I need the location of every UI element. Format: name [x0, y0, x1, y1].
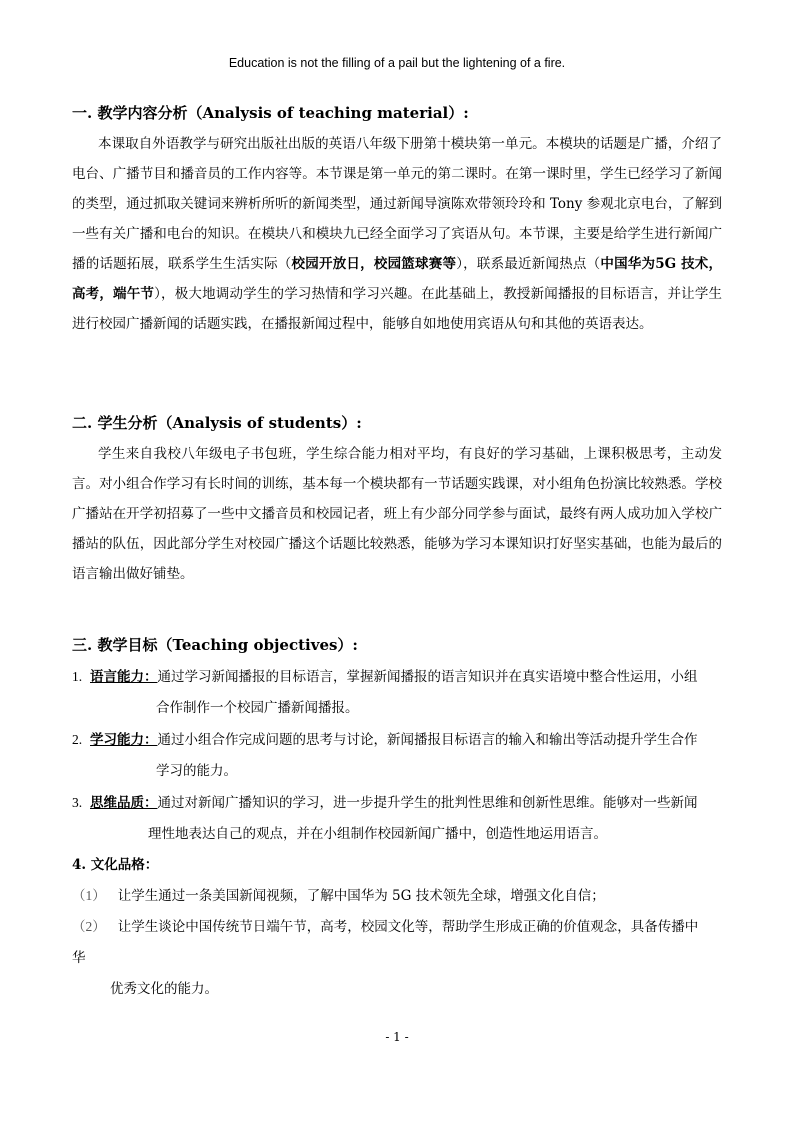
objective-item-3: [72, 791, 698, 811]
sub-item-number: （2）: [72, 919, 106, 934]
section-1-text-c: ），极大地调动学生的学习热情和学习兴趣。在此基础上，教授新闻播报的目标语言，并让学生进行校园广播新闻的话题实践，在播报新闻过程中，能够自如地使用宾语从句和其他的英语表达。: [72, 286, 723, 332]
objective-label: 学习能力：: [90, 732, 158, 748]
section-2-title: 二. 学生分析（Analysis of students）:: [72, 414, 362, 432]
sub-item-text: 让学生谈论中国传统节日端午节，高考，校园文化等，帮助学生形成正确的价值观念，具备传播中: [117, 919, 699, 935]
section-1-bold-b: 中国华为5G 技术，高考，端午节: [72, 256, 723, 302]
sub-item-number: （1）: [72, 888, 106, 903]
objective-text: 通过小组合作完成问题的思考与讨论，新闻播报目标语言的输入和输出等活动提升学生合作: [157, 732, 698, 748]
section-1-paragraph: [72, 129, 722, 339]
objective-item-2: [72, 728, 698, 748]
culture-sub-item-2-wrap: 华: [72, 950, 86, 966]
objective-item-1: [72, 665, 698, 685]
objective-number: 1.: [72, 669, 83, 684]
culture-sub-item-2-continuation: 优秀文化的能力。: [110, 981, 218, 997]
culture-sub-item-1: [72, 884, 605, 904]
section-2-paragraph: 学生来自我校八年级电子书包班，学生综合能力相对平均，有良好的学习基础，上课积极思考，主动发言。对小组合作学习有长时间的训练，基本每一个模块都有一节话题实践课，对小组角色扮演比较熟悉。学校广播站在开学初招募了一些中文播音员和校园记者，班上有少部分同学参与面试，最终有两人成功加入学校广播站的队伍，因此部分学生对校园广播这个话题比较熟悉，能够为学习本课知识打好坚实基础，也能为最后的语言输出做好铺垫。: [72, 446, 722, 582]
objective-text: 通过对新闻广播知识的学习，进一步提升学生的批判性思维和创新性思维。能够对一些新闻: [157, 795, 698, 811]
section-1-text-a: 本课取自外语教学与研究出版社出版的英语八年级下册第十模块第一单元。本模块的话题是广播，介绍了电台、广播节目和播音员的工作内容等。本节课是第一单元的第二课时。在第一课时里，学生已经学习了新闻的类型，通过抓取关键词来辨析所听的新闻类型，通过新闻导演陈欢带领玲玲和 Tony 参观北京电台，了解到一些有关广播和电台的知识。在模块八和模块九已经全面学习了宾语从句。本节课，主要是给学生进行新闻广播的话题拓展，联系学生生活实际（: [72, 136, 722, 272]
sub-item-text: 让学生通过一条美国新闻视频，了解中国华为 5G 技术领先全球，增强文化自信；: [117, 888, 605, 904]
objective-item-3-continuation: 理性地表达自己的观点，并在小组制作校园新闻广播中，创造性地运用语言。: [148, 826, 607, 842]
objective-number: 2.: [72, 732, 83, 747]
objective-item-2-continuation: 学习的能力。: [156, 763, 237, 779]
objective-text: 通过学习新闻播报的目标语言，掌握新闻播报的语言知识并在真实语境中整合性运用，小组: [157, 669, 698, 685]
section-1-bold-a: 校园开放日，校园篮球赛等: [291, 256, 457, 272]
objective-label: 思维品质：: [90, 795, 158, 811]
section-1-title: 一. 教学内容分析（Analysis of teaching material）:: [72, 104, 469, 122]
section-3-title: 三. 教学目标（Teaching objectives）:: [72, 636, 358, 654]
objective-number: 3.: [72, 795, 83, 810]
header-quote: Education is not the filling of a pail but the lightening of a fire.: [228, 56, 566, 70]
section-1-text-b: ），联系最近新闻热点（: [456, 256, 601, 272]
objective-item-4-label: 4. 文化品格：: [72, 857, 159, 873]
objective-item-1-continuation: 合作制作一个校园广播新闻播报。: [156, 700, 359, 716]
culture-sub-item-2: [72, 915, 698, 935]
objective-label: 语言能力：: [90, 669, 158, 685]
page-number: - 1 -: [385, 1030, 409, 1044]
